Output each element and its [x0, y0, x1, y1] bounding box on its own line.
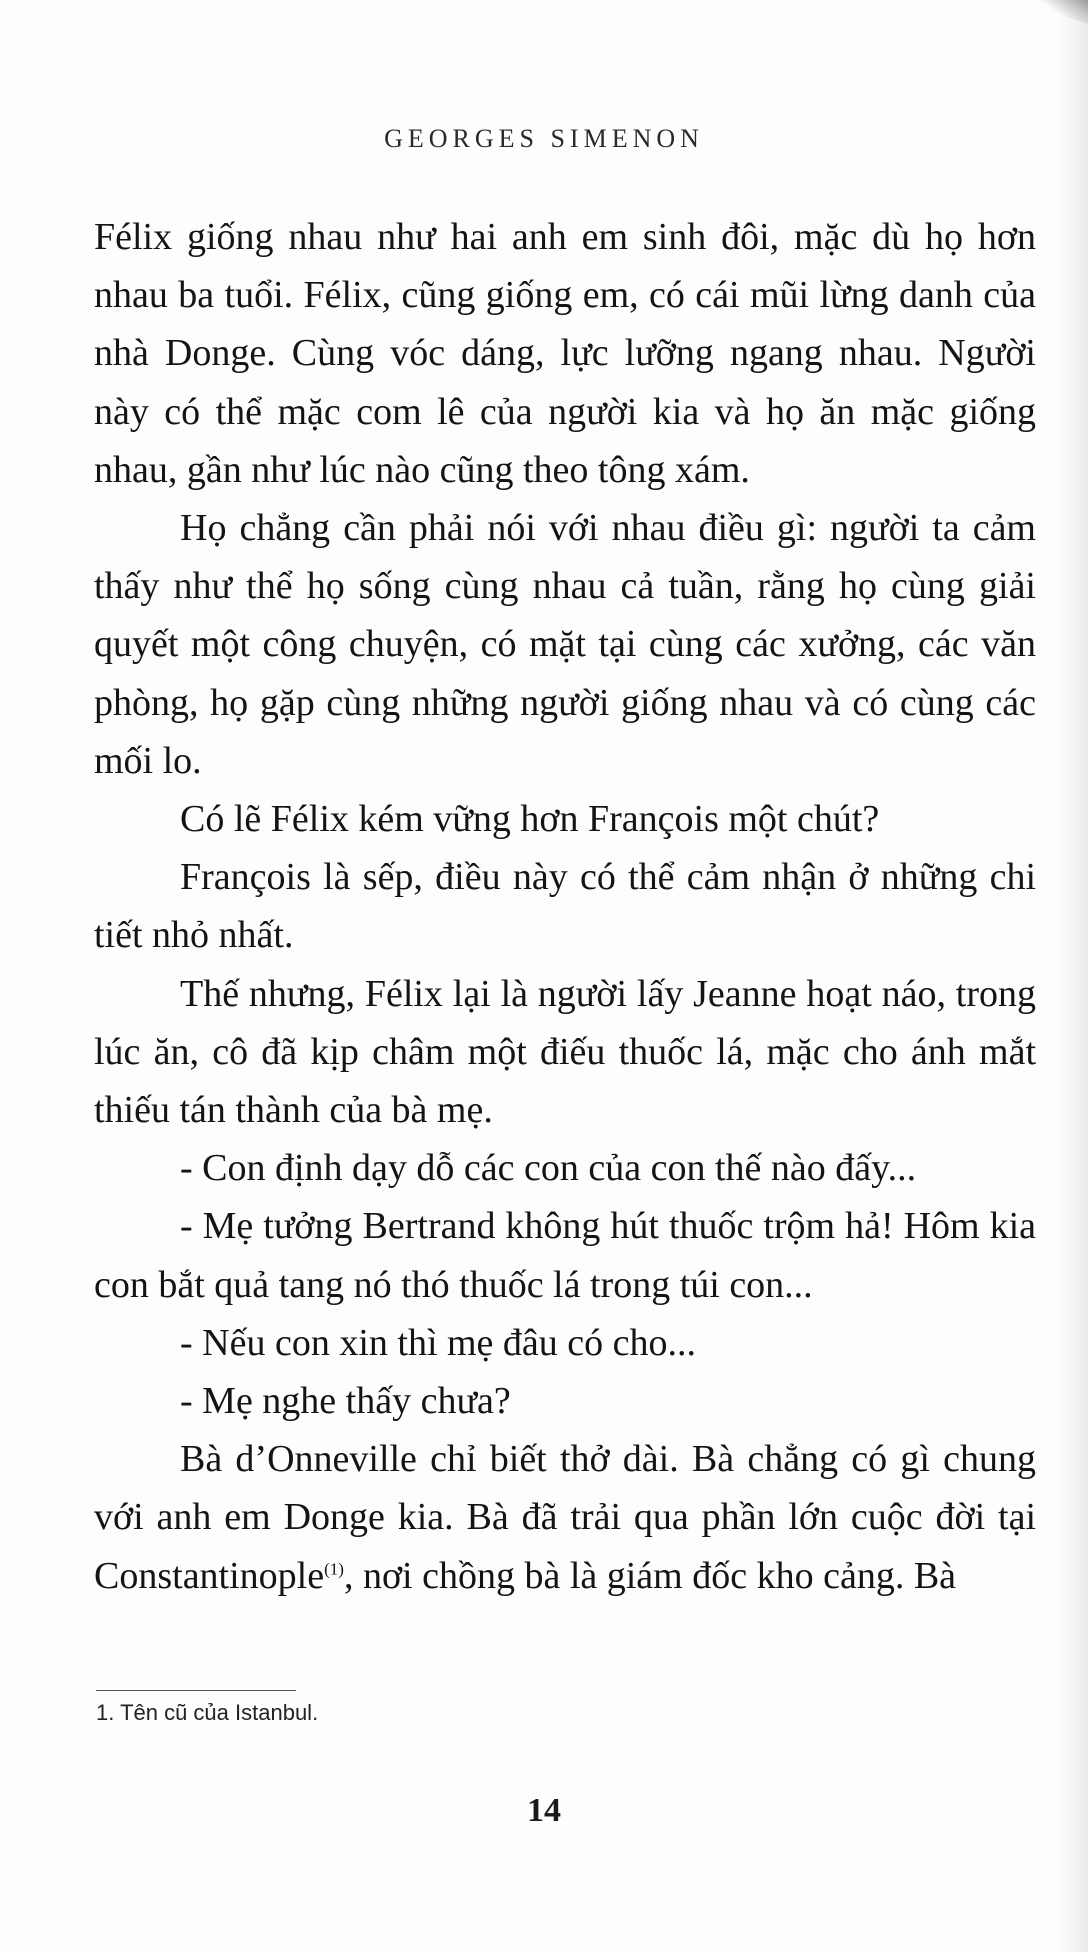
dialogue-line-1: - Con định dạy dỗ các con của con thế nào đấy...	[180, 1147, 917, 1190]
paragraph-1: Félix giống nhau như hai anh em sinh đôi, mặc dù họ hơn nhau ba tuổi. Félix, cũng giống em, có cái mũi lừng danh của nhà Donge. Cùng vóc dáng, lực lưỡng ngang nhau. Người này có thể mặc com lê của người kia và họ ăn mặc giống nhau, gần như lúc nào cũng theo tông xám.	[94, 216, 1036, 491]
page-number: 14	[527, 1792, 561, 1829]
paragraph-last-text: Bà d’Onneville chỉ biết thở dài. Bà chẳng có gì chung với anh em Donge kia. Bà đã trải qua phần lớn cuộc đời tại Constantinople	[94, 1438, 1036, 1597]
paragraph-last	[94, 1430, 1036, 1605]
dialogue-line-4: - Mẹ nghe thấy chưa?	[180, 1380, 511, 1423]
page-edge-shadow	[1060, 0, 1088, 1952]
footnote-reference[interactable]: (1)	[324, 1559, 344, 1579]
page-corner-mark	[1028, 0, 1088, 24]
dialogue-line-2: - Mẹ tưởng Bertrand không hút thuốc trộm hả! Hôm kia con bắt quả tang nó thó thuốc lá trong túi con...	[94, 1205, 1036, 1306]
paragraph-5: Thế nhưng, Félix lại là người lấy Jeanne hoạt náo, trong lúc ăn, cô đã kịp châm một điếu thuốc lá, mặc cho ánh mắt thiếu tán thành của bà mẹ.	[94, 972, 1036, 1132]
body-text	[94, 208, 1036, 1605]
footnote: 1. Tên cũ của Istanbul.	[96, 1700, 319, 1725]
running-head: GEORGES SIMENON	[384, 124, 704, 153]
dialogue-line-3: - Nếu con xin thì mẹ đâu có cho...	[180, 1321, 697, 1364]
footnote-divider	[96, 1690, 296, 1691]
paragraph-last-continuation: , nơi chồng bà là giám đốc kho cảng. Bà	[343, 1554, 957, 1597]
paragraph-3: Có lẽ Félix kém vững hơn François một chút?	[180, 798, 880, 841]
paragraph-4: François là sếp, điều này có thể cảm nhận ở những chi tiết nhỏ nhất.	[94, 856, 1036, 957]
paragraph-2: Họ chẳng cần phải nói với nhau điều gì: người ta cảm thấy như thể họ sống cùng nhau cả tuần, rằng họ cùng giải quyết một công chuyện, có mặt tại cùng các xưởng, các văn phòng, họ gặp cùng những người giống nhau và có cùng các mối lo.	[94, 507, 1036, 782]
